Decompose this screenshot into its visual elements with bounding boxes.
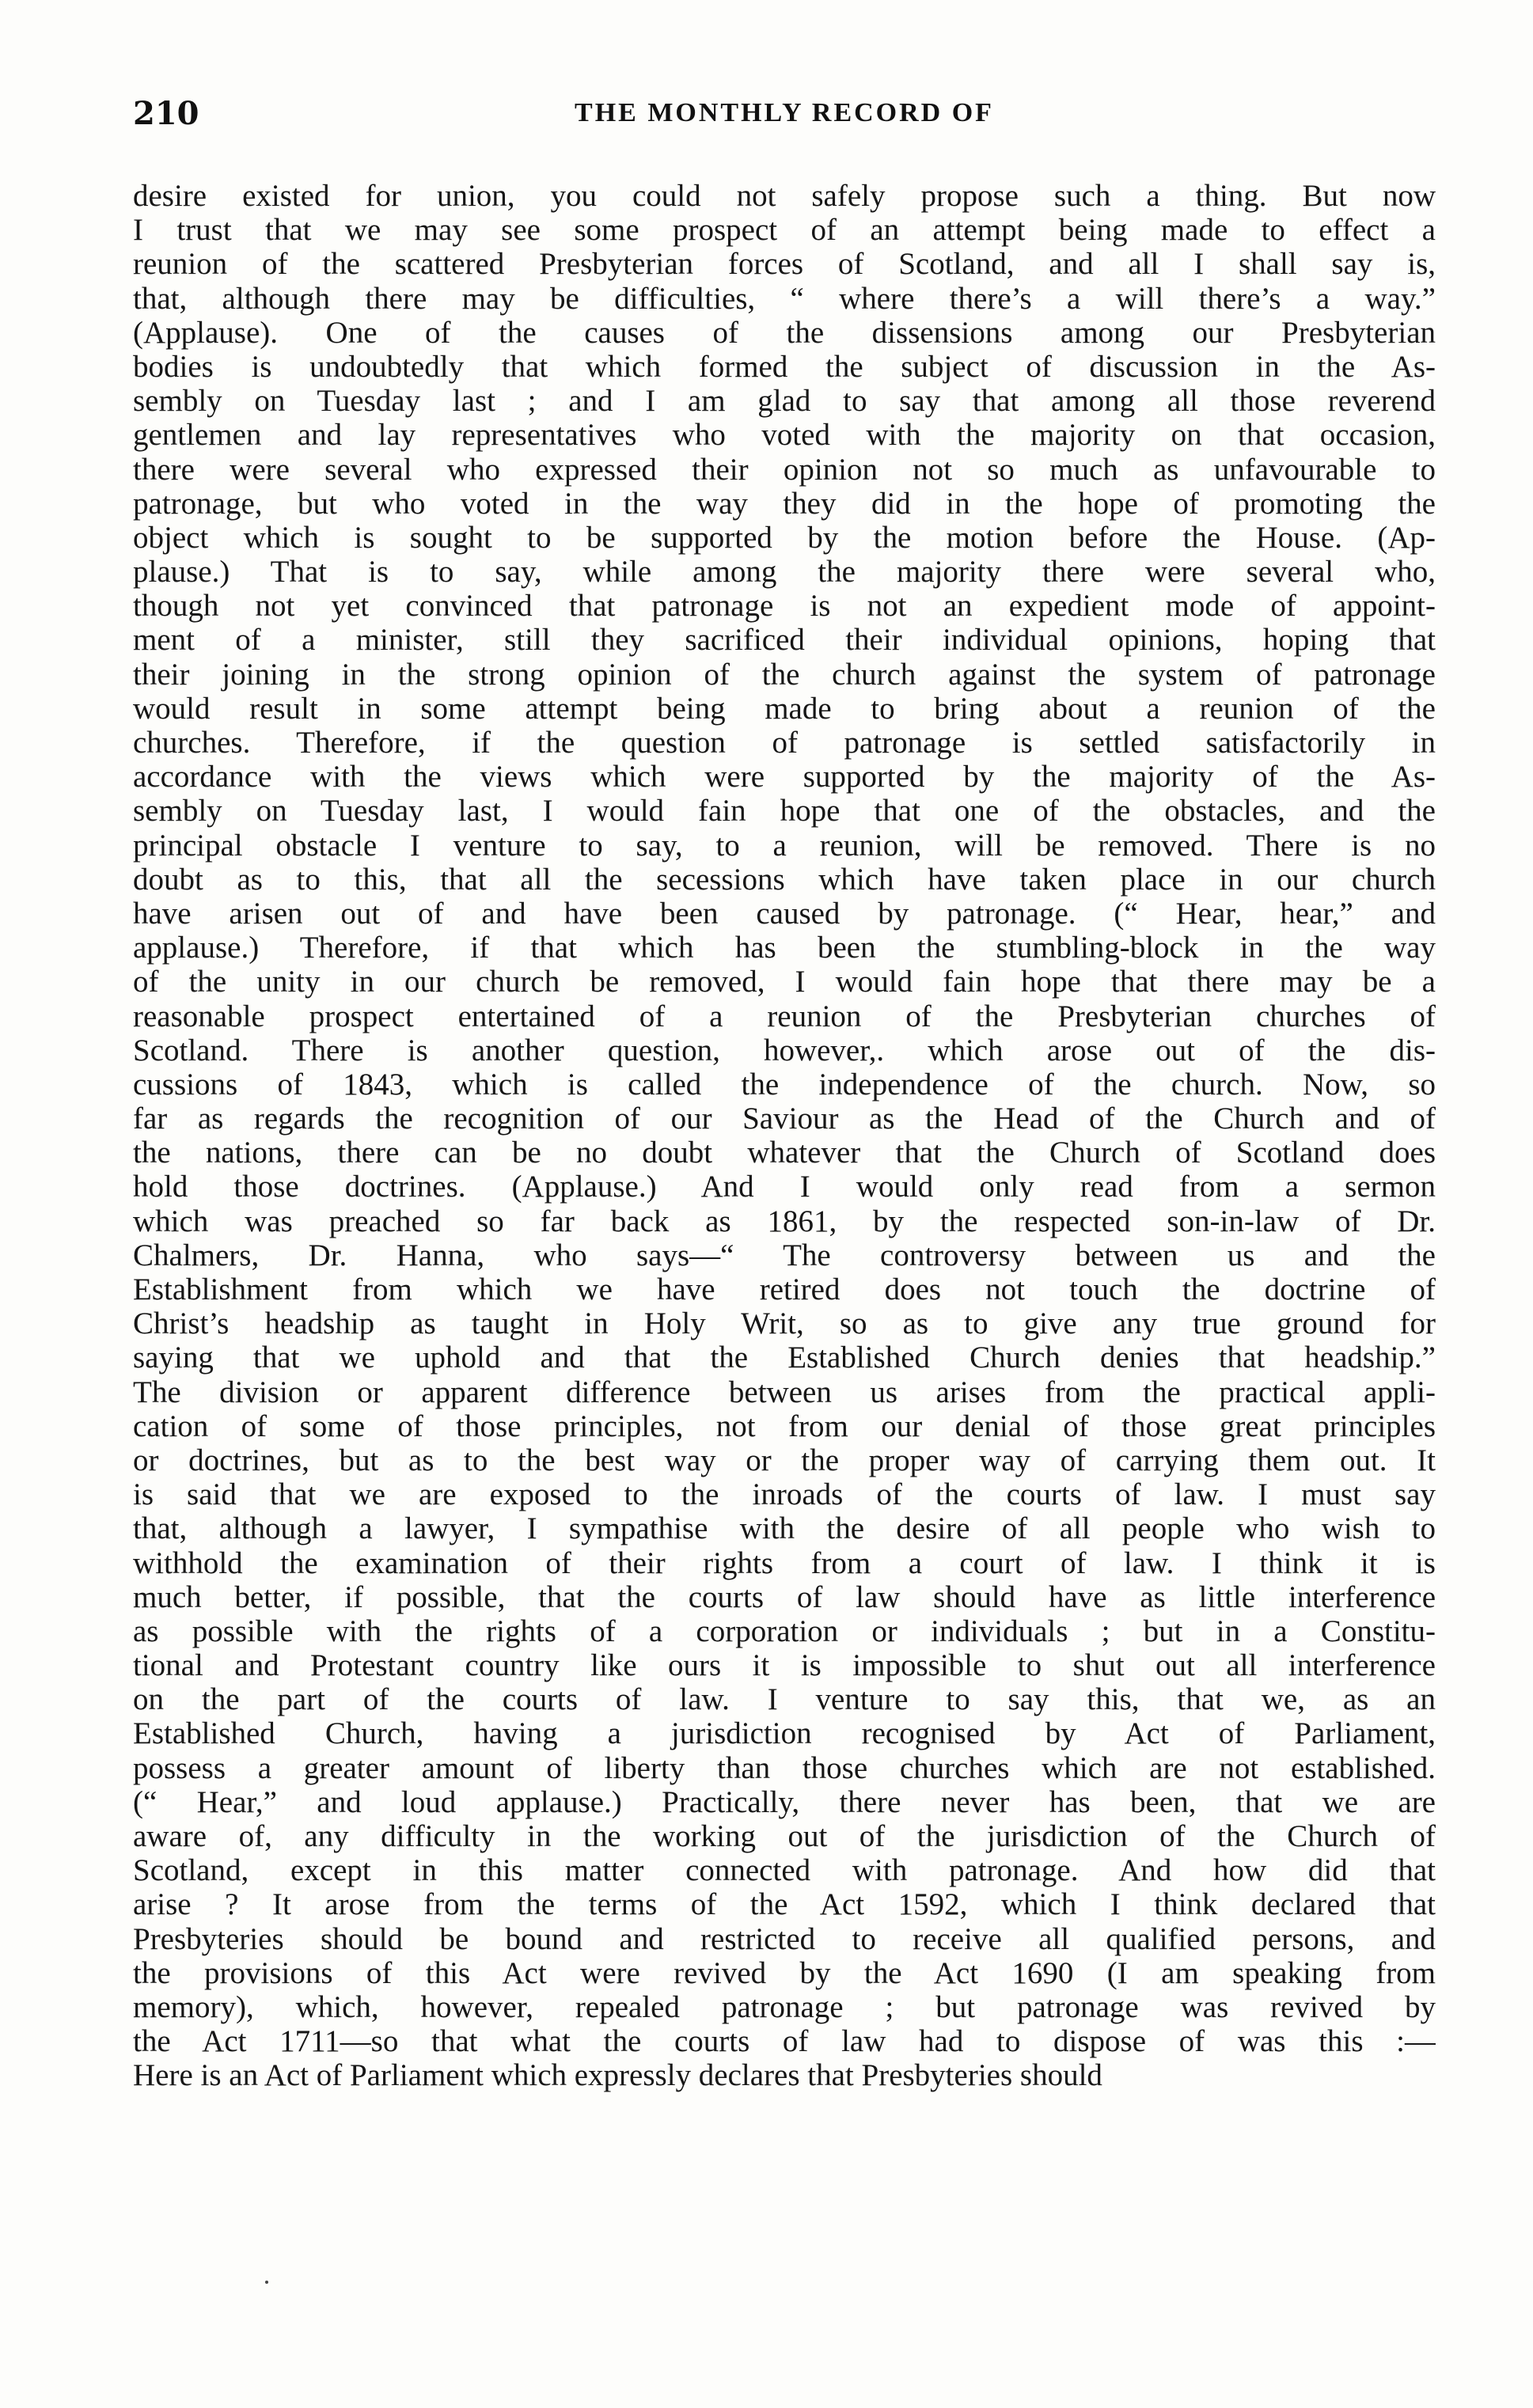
body-text <box>133 179 1436 2093</box>
text-line: sembly on Tuesday last ; and I am glad to say that among all those reverend <box>133 384 1436 419</box>
running-head <box>133 95 1436 150</box>
text-line: or doctrines, but as to the best way or the proper way of carrying them out. It <box>133 1443 1436 1477</box>
text-line: Christ’s headship as taught in Holy Writ, so as to give any true ground for <box>133 1306 1436 1341</box>
text-line: would result in some attempt being made to bring about a reunion of the <box>133 691 1436 726</box>
text-line: of the unity in our church be removed, I would fain hope that there may be a <box>133 965 1436 999</box>
text-line: withhold the examination of their rights from a court of law. I think it is <box>133 1545 1436 1580</box>
text-line: that, although a lawyer, I sympathise with the desire of all people who wish to <box>133 1511 1436 1546</box>
text-line: Here is an Act of Parliament which expressly declares that Presbyteries should <box>133 2058 1102 2093</box>
text-line: (“ Hear,” and loud applause.) Practically, there never has been, that we are <box>133 1784 1436 1819</box>
text-line: tional and Protestant country like ours it is impossible to shut out all interference <box>133 1648 1436 1683</box>
text-line: The division or apparent difference between us arises from the practical appli- <box>133 1375 1436 1409</box>
text-line: their joining in the strong opinion of the church against the system of patronage <box>133 657 1436 692</box>
page-number: 210 <box>133 95 199 132</box>
text-line: the Act 1711—so that what the courts of law had to dispose of was this :— <box>133 2024 1436 2059</box>
text-line: far as regards the recognition of our Saviour as the Head of the Church and of <box>133 1102 1436 1136</box>
text-line: saying that we uphold and that the Established Church denies that headship.” <box>133 1341 1436 1375</box>
text-line: churches. Therefore, if the question of patronage is settled satisfactorily in <box>133 726 1436 760</box>
text-line: memory), which, however, repealed patronage ; but patronage was revived by <box>133 1989 1436 2024</box>
text-line: plause.) That is to say, while among the majority there were several who, <box>133 555 1436 590</box>
text-line: as possible with the rights of a corporation or individuals ; but in a Constitu- <box>133 1614 1436 1648</box>
text-line: hold those doctrines. (Applause.) And I would only read from a sermon <box>133 1170 1436 1204</box>
text-line: I trust that we may see some prospect of an attempt being made to effect a <box>133 213 1436 248</box>
text-line: though not yet convinced that patronage is not an expedient mode of appoint- <box>133 589 1436 624</box>
text-line: Chalmers, Dr. Hanna, who says—“ The controversy between us and the <box>133 1238 1436 1272</box>
text-line: cation of some of those principles, not from our denial of those great principles <box>133 1409 1436 1443</box>
text-line: the provisions of this Act were revived by the Act 1690 (I am speaking from <box>133 1955 1436 1990</box>
page-mark <box>265 2281 268 2284</box>
text-line: patronage, but who voted in the way they did in the hope of promoting the <box>133 486 1436 521</box>
text-line: Scotland, except in this matter connected with patronage. And how did that <box>133 1853 1436 1888</box>
text-line: doubt as to this, that all the secessions which have taken place in our church <box>133 862 1436 897</box>
text-line: on the part of the courts of law. I venture to say this, that we, as an <box>133 1682 1436 1717</box>
text-line: sembly on Tuesday last, I would fain hope that one of the obstacles, and the <box>133 794 1436 829</box>
text-line: cussions of 1843, which is called the independence of the church. Now, so <box>133 1067 1436 1102</box>
text-line: arise ? It arose from the terms of the Act 1592, which I think declared that <box>133 1887 1436 1922</box>
text-line: desire existed for union, you could not safely propose such a thing. But now <box>133 179 1436 213</box>
text-line: ment of a minister, still they sacrificed their individual opinions, hoping that <box>133 623 1436 658</box>
text-line: object which is sought to be supported by the motion before the House. (Ap- <box>133 520 1436 555</box>
text-line: bodies is undoubtedly that which formed the subject of discussion in the As- <box>133 349 1436 384</box>
text-line: accordance with the views which were supported by the majority of the As- <box>133 760 1436 794</box>
text-line: principal obstacle I venture to say, to a reunion, will be removed. There is no <box>133 828 1436 863</box>
text-line: is said that we are exposed to the inroads of the courts of law. I must say <box>133 1477 1436 1512</box>
text-line: much better, if possible, that the courts of law should have as little interference <box>133 1579 1436 1614</box>
header-title: THE MONTHLY RECORD OF <box>575 98 994 127</box>
text-line: Scotland. There is another question, however,. which arose out of the dis- <box>133 1033 1436 1067</box>
text-line: Established Church, having a jurisdiction recognised by Act of Parliament, <box>133 1716 1436 1751</box>
text-line: reunion of the scattered Presbyterian forces of Scotland, and all I shall say is, <box>133 247 1436 282</box>
text-line: possess a greater amount of liberty than those churches which are not established. <box>133 1750 1436 1785</box>
text-line: the nations, there can be no doubt whatever that the Church of Scotland does <box>133 1136 1436 1170</box>
text-line: have arisen out of and have been caused by patronage. (“ Hear, hear,” and <box>133 896 1436 931</box>
text-line: there were several who expressed their opinion not so much as unfavourable to <box>133 452 1436 487</box>
text-line: Presbyteries should be bound and restricted to receive all qualified persons, and <box>133 1921 1436 1956</box>
text-line: which was preached so far back as 1861, by the respected son-in-law of Dr. <box>133 1204 1436 1238</box>
text-line: that, although there may be difficulties, “ where there’s a will there’s a way.” <box>133 281 1436 316</box>
text-line: aware of, any difficulty in the working out of the jurisdiction of the Church of <box>133 1819 1436 1853</box>
text-line: gentlemen and lay representatives who voted with the majority on that occasion, <box>133 418 1436 453</box>
text-line: reasonable prospect entertained of a reunion of the Presbyterian churches of <box>133 999 1436 1033</box>
text-line: Establishment from which we have retired does not touch the doctrine of <box>133 1272 1436 1306</box>
text-line: (Applause). One of the causes of the dissensions among our Presbyterian <box>133 315 1436 350</box>
text-line: applause.) Therefore, if that which has been the stumbling-block in the way <box>133 931 1436 965</box>
